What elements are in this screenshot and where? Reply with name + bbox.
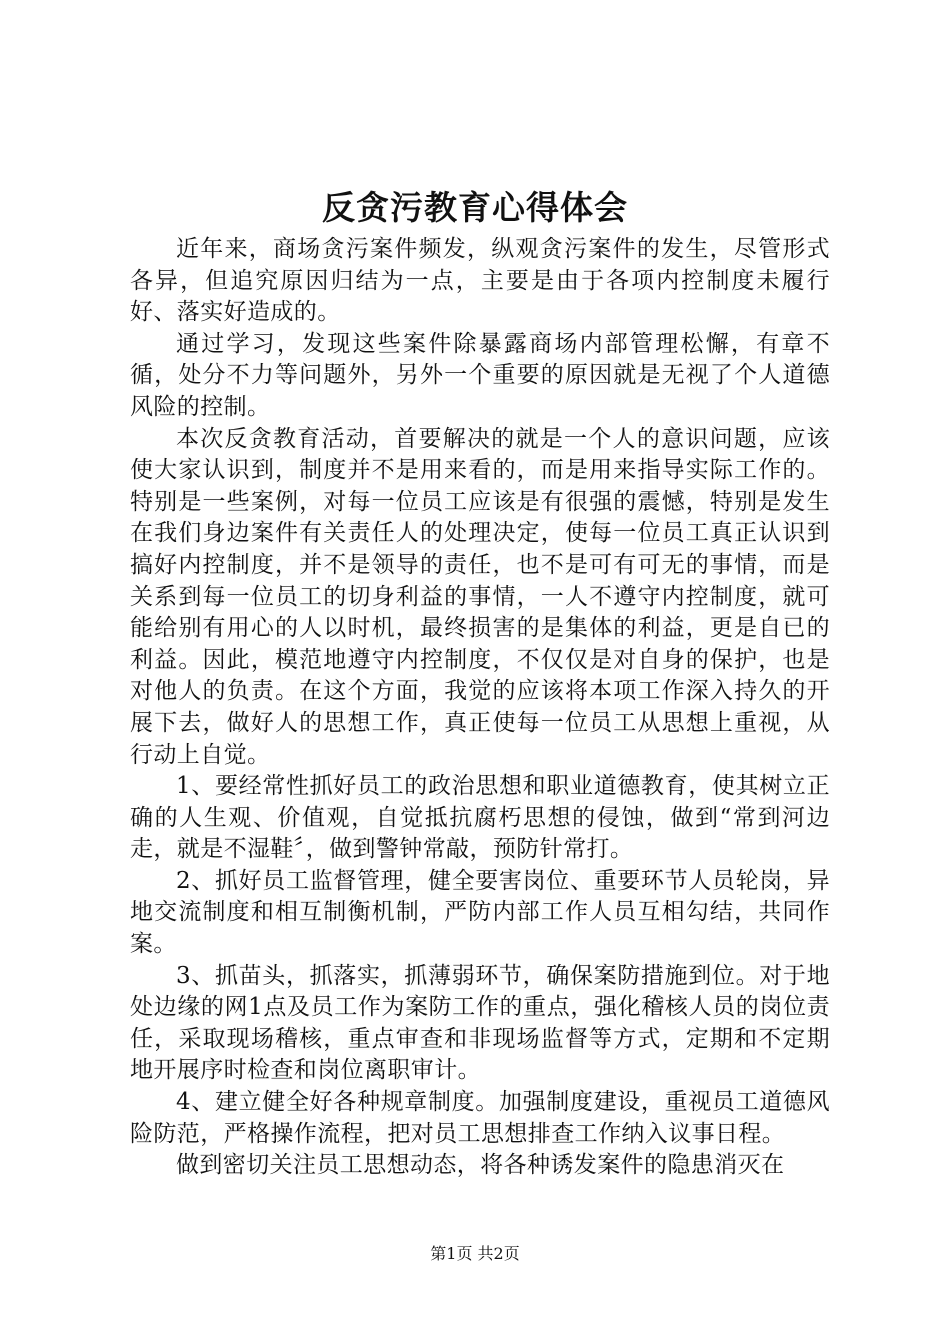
paragraph-activity: 本次反贪教育活动，首要解决的就是一个人的意识问题，应该使大家认识到，制度并不是用来看的，而是用来指导实际工作的。特别是一些案例，对每一位员工应该是有很强的震憾，特别是发生在我们身边案件有关责任人的处理决定，使每一位员工真正认识到搞好内控制度，并不是领导的责任，也不是可有可无的事情，而是关系到每一位员工的切身利益的事情，一人不遵守内控制度，就可能给别有用心的人以时机，最终损害的是集体的利益，更是自已的利益。因此，模范地遵守内控制度，不仅仅是对自身的保护，也是对他人的负责。在这个方面，我觉的应该将本项工作深入持久的开展下去，做好人的思想工作，真正使每一位员工从思想上重视，从行动上自觉。 (130, 425, 830, 768)
document-body (130, 234, 830, 1182)
paragraph-point-2: 2、抓好员工监督管理，健全要害岗位、重要环节人员轮岗，异地交流制度和相互制衡机制，严防内部工作人员互相勾结，共同作案。 (130, 867, 830, 958)
paragraph-study: 通过学习，发现这些案件除暴露商场内部管理松懈，有章不循，处分不力等问题外，另外一个重要的原因就是无视了个人道德风险的控制。 (130, 330, 830, 420)
paragraph-continued: 做到密切关注员工思想动态，将各种诱发案件的隐患消灭在 (176, 1152, 785, 1179)
paragraph-point-1: 1、要经常性抓好员工的政治思想和职业道德教育，使其树立正确的人生观、价值观，自觉抵抗腐朽思想的侵蚀，做到“常到河边走，就是不湿鞋〞，做到警钟常敲，预防针常打。 (130, 773, 830, 863)
paragraph-intro: 近年来，商场贪污案件频发，纵观贪污案件的发生，尽管形式各异，但追究原因归结为一点，主要是由于各项内控制度未履行好、落实好造成的。 (130, 236, 830, 326)
page-number-footer: 第1页 共2页 (430, 1244, 520, 1263)
paragraph-point-4: 4、建立健全好各种规章制度。加强制度建设，重视员工道德风险防范，严格操作流程，把对员工思想排查工作纳入议事日程。 (130, 1089, 830, 1147)
paragraph-point-3: 3、抓苗头，抓落实，抓薄弱环节，确保案防措施到位。对于地处边缘的网1点及员工作为案防工作的重点，强化稽核人员的岗位责任，采取现场稽核，重点审查和非现场监督等方式，定期和不定期地开展序时检查和岗位离职审计。 (130, 962, 830, 1084)
document-title: 反贪污教育心得体会 (322, 188, 628, 227)
